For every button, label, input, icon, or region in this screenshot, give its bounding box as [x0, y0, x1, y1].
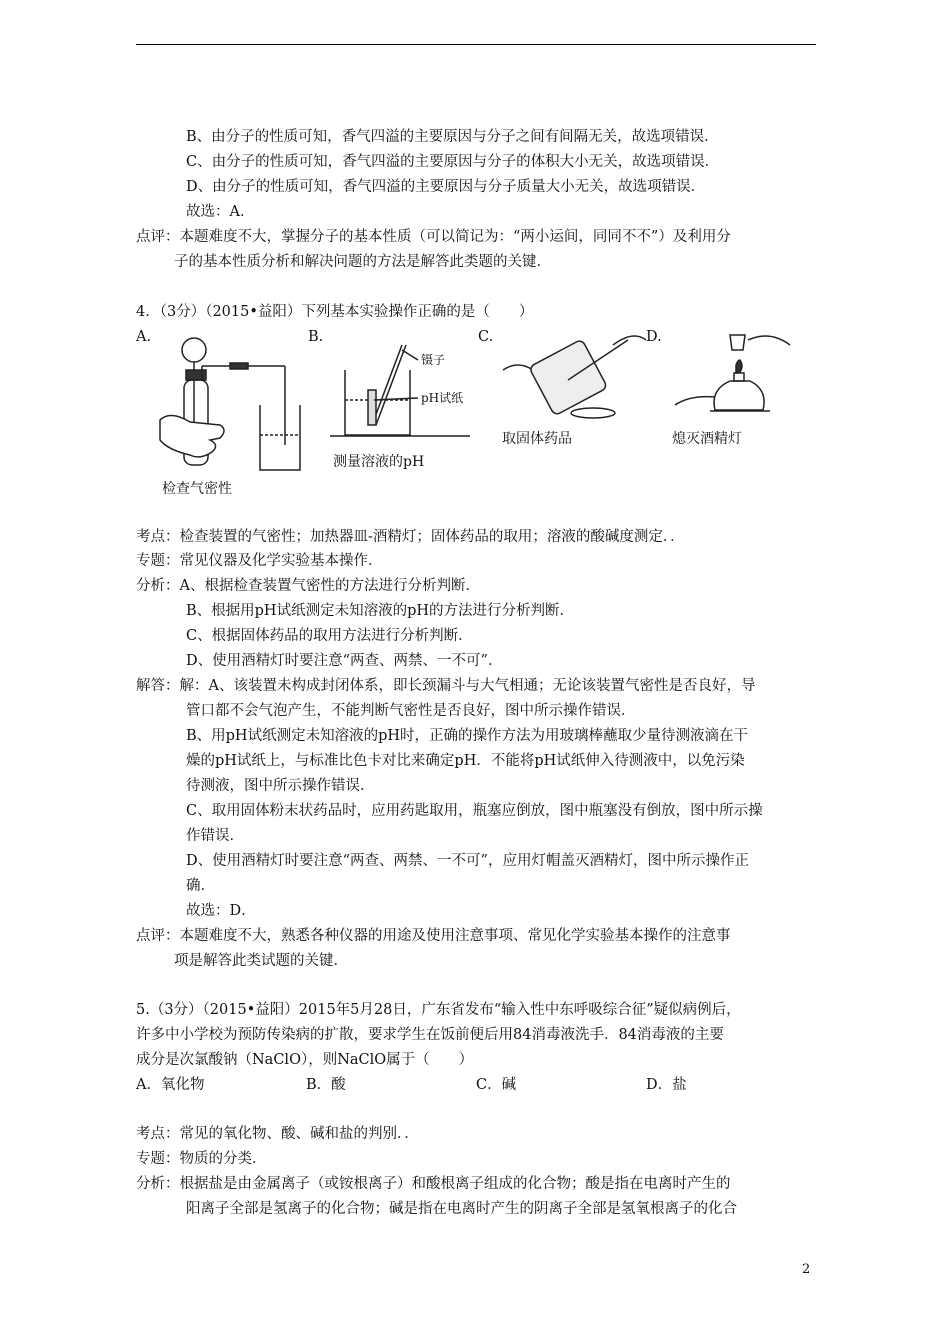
figure-d-caption: 熄灭酒精灯 — [672, 431, 742, 447]
q5-stem-line2: 许多中小学校为预防传染病的扩散，要求学生在饭前便后用84消毒液洗手．84消毒液的主要 — [136, 1027, 724, 1043]
q4-jieda-a-line2: 管口都不会气泡产生，不能判断气密性是否良好，图中所示操作错误． — [186, 703, 636, 719]
q5-fenxi-line2: 阳离子全部是氢离子的化合物；碱是指在电离时产生的阴离子全部是氢氧根离子的化合 — [186, 1201, 737, 1217]
q4-jieda-a-line1: 解答：解：A、该装置未构成封闭体系，即长颈漏斗与大气相通；无论该装置气密性是否良好，导 — [136, 678, 756, 694]
q3-answer: 故选：A． — [186, 204, 255, 220]
q5-stem-line1: 5.（3分）（2015•益阳）2015年5月28日，广东省发布“输入性中东呼吸综合征”疑似病例后， — [136, 1002, 741, 1018]
figure-c-solid-reagent — [498, 325, 648, 425]
figure-c-caption: 取固体药品 — [502, 431, 572, 447]
q4-fenxi-d: D、使用酒精灯时要注意“两查、两禁、一不可”． — [186, 653, 503, 669]
q4-option-c-label: C. — [478, 329, 494, 345]
q5-option-b: B．酸 — [306, 1077, 346, 1093]
q5-fenxi-line1: 分析：根据盐是由金属离子（或铵根离子）和酸根离子组成的化合物；酸是指在电离时产生的 — [136, 1176, 731, 1192]
q4-fenxi-a: 分析：A、根据检查装置气密性的方法进行分析判断． — [136, 578, 480, 594]
figure-d-alcohol-lamp — [670, 325, 800, 425]
q5-option-d: D．盐 — [646, 1077, 687, 1093]
q3-comment-line1: 点评：本题难度不大，掌握分子的基本性质（可以简记为：“两小运间，同同不不”）及利用分 — [136, 229, 731, 245]
q4-kaodian: 考点：检查装置的气密性；加热器皿-酒精灯；固体药品的取用；溶液的酸碱度测定．． — [136, 529, 685, 545]
q4-jieda-d-line2: 确． — [186, 878, 215, 894]
q4-option-d-label: D. — [646, 329, 662, 345]
q4-comment-line1: 点评：本题难度不大，熟悉各种仪器的用途及使用注意事项、常见化学实验基本操作的注意事 — [136, 928, 731, 944]
q4-fenxi-b: B、根据用pH试纸测定未知溶液的pH的方法进行分析判断． — [186, 603, 575, 619]
figure-a-airtightness — [150, 330, 310, 480]
q5-option-c: C．碱 — [476, 1077, 517, 1093]
q3-option-c-explanation: C、由分子的性质可知，香气四溢的主要原因与分子的体积大小无关，故选项错误． — [186, 154, 720, 170]
figure-a-caption: 检查气密性 — [162, 481, 232, 497]
q4-jieda-c-line2: 作错误． — [186, 828, 244, 844]
figure-b-ph-test — [330, 330, 475, 445]
q4-jieda-d-line1: D、使用酒精灯时要注意“两查、两禁、一不可”，应用灯帽盖灭酒精灯，图中所示操作正 — [186, 853, 749, 869]
q4-comment-line2: 项是解答此类试题的关键． — [174, 953, 348, 969]
q4-jieda-b-line2: 燥的pH试纸上，与标准比色卡对比来确定pH．不能将pH试纸伸入待测液中，以免污染 — [186, 753, 745, 769]
q5-stem-line3: 成分是次氯酸钠（NaClO），则NaClO属于（ ） — [136, 1052, 474, 1068]
q4-fenxi-c: C、根据固体药品的取用方法进行分析判断． — [186, 628, 473, 644]
q4-jieda-c-line1: C、取用固体粉末状药品时，应用药匙取用，瓶塞应倒放，图中瓶塞没有倒放，图中所示操 — [186, 803, 763, 819]
q4-option-a-label: A. — [136, 329, 152, 345]
q5-option-a: A．氧化物 — [136, 1077, 205, 1093]
figure-b-label-ph-paper: pH试纸 — [421, 391, 464, 405]
q3-option-b-explanation: B、由分子的性质可知，香气四溢的主要原因与分子之间有间隔无关，故选项错误． — [186, 129, 719, 145]
q5-zhuanti: 专题：物质的分类． — [136, 1151, 267, 1167]
q4-zhuanti: 专题：常见仪器及化学实验基本操作． — [136, 553, 383, 569]
q4-answer: 故选：D． — [186, 903, 256, 919]
q4-jieda-b-line1: B、用pH试纸测定未知溶液的pH时，正确的操作方法为用玻璃棒蘸取少量待测液滴在干 — [186, 728, 749, 744]
q4-jieda-b-line3: 待测液，图中所示操作错误． — [186, 778, 375, 794]
figure-b-caption: 测量溶液的pH — [333, 454, 425, 470]
figure-b-label-tweezers: 镊子 — [421, 353, 446, 367]
q4-stem: 4．（3分）（2015•益阳）下列基本实验操作正确的是（ ） — [136, 304, 534, 320]
q5-kaodian: 考点：常见的氧化物、酸、碱和盐的判别．． — [136, 1126, 419, 1142]
q3-comment-line2: 子的基本性质分析和解决问题的方法是解答此类题的关键． — [174, 254, 551, 270]
page-number: 2 — [802, 1262, 811, 1277]
q3-option-d-explanation: D、由分子的性质可知，香气四溢的主要原因与分子质量大小无关，故选项错误． — [186, 179, 706, 195]
header-rule — [136, 44, 816, 45]
q4-option-b-label: B. — [308, 329, 324, 345]
